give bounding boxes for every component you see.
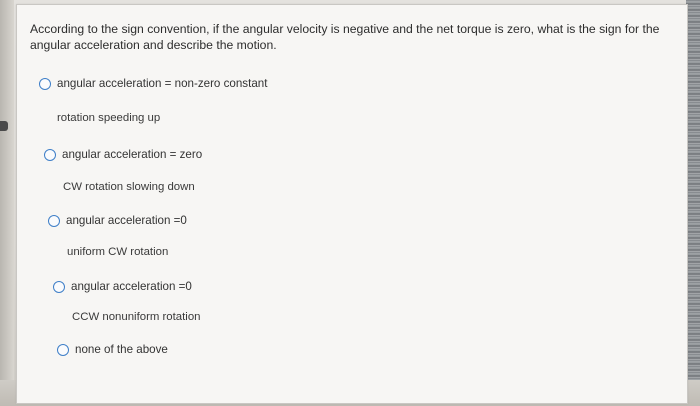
option-4-description: CCW nonuniform rotation [72,311,201,323]
option-1-label: angular acceleration = non-zero constant [57,77,268,90]
question-card [16,4,688,404]
option-3-description: uniform CW rotation [67,246,169,258]
left-tab-marker [0,121,8,131]
radio-button-icon[interactable] [53,281,65,293]
question-text: According to the sign convention, if the angular velocity is negative and the net torque is zero, what is the sign for the angular acceleration and describe the motion. [30,22,660,52]
radio-button-icon[interactable] [39,78,51,90]
left-window-edge [0,0,14,406]
option-5[interactable] [57,343,168,356]
radio-button-icon[interactable] [44,149,56,161]
radio-button-icon[interactable] [57,344,69,356]
option-1[interactable] [39,77,267,90]
option-2-description: CW rotation slowing down [63,181,195,193]
option-3-label: angular acceleration =0 [66,214,187,227]
right-window-edge [686,0,700,406]
option-1-description: rotation speeding up [57,112,161,124]
option-5-label: none of the above [75,343,168,356]
option-4-label: angular acceleration =0 [71,280,192,293]
option-3[interactable] [48,214,187,227]
option-2-label: angular acceleration = zero [62,148,203,161]
option-4[interactable] [53,280,192,293]
option-2[interactable] [44,148,202,161]
radio-button-icon[interactable] [48,215,60,227]
